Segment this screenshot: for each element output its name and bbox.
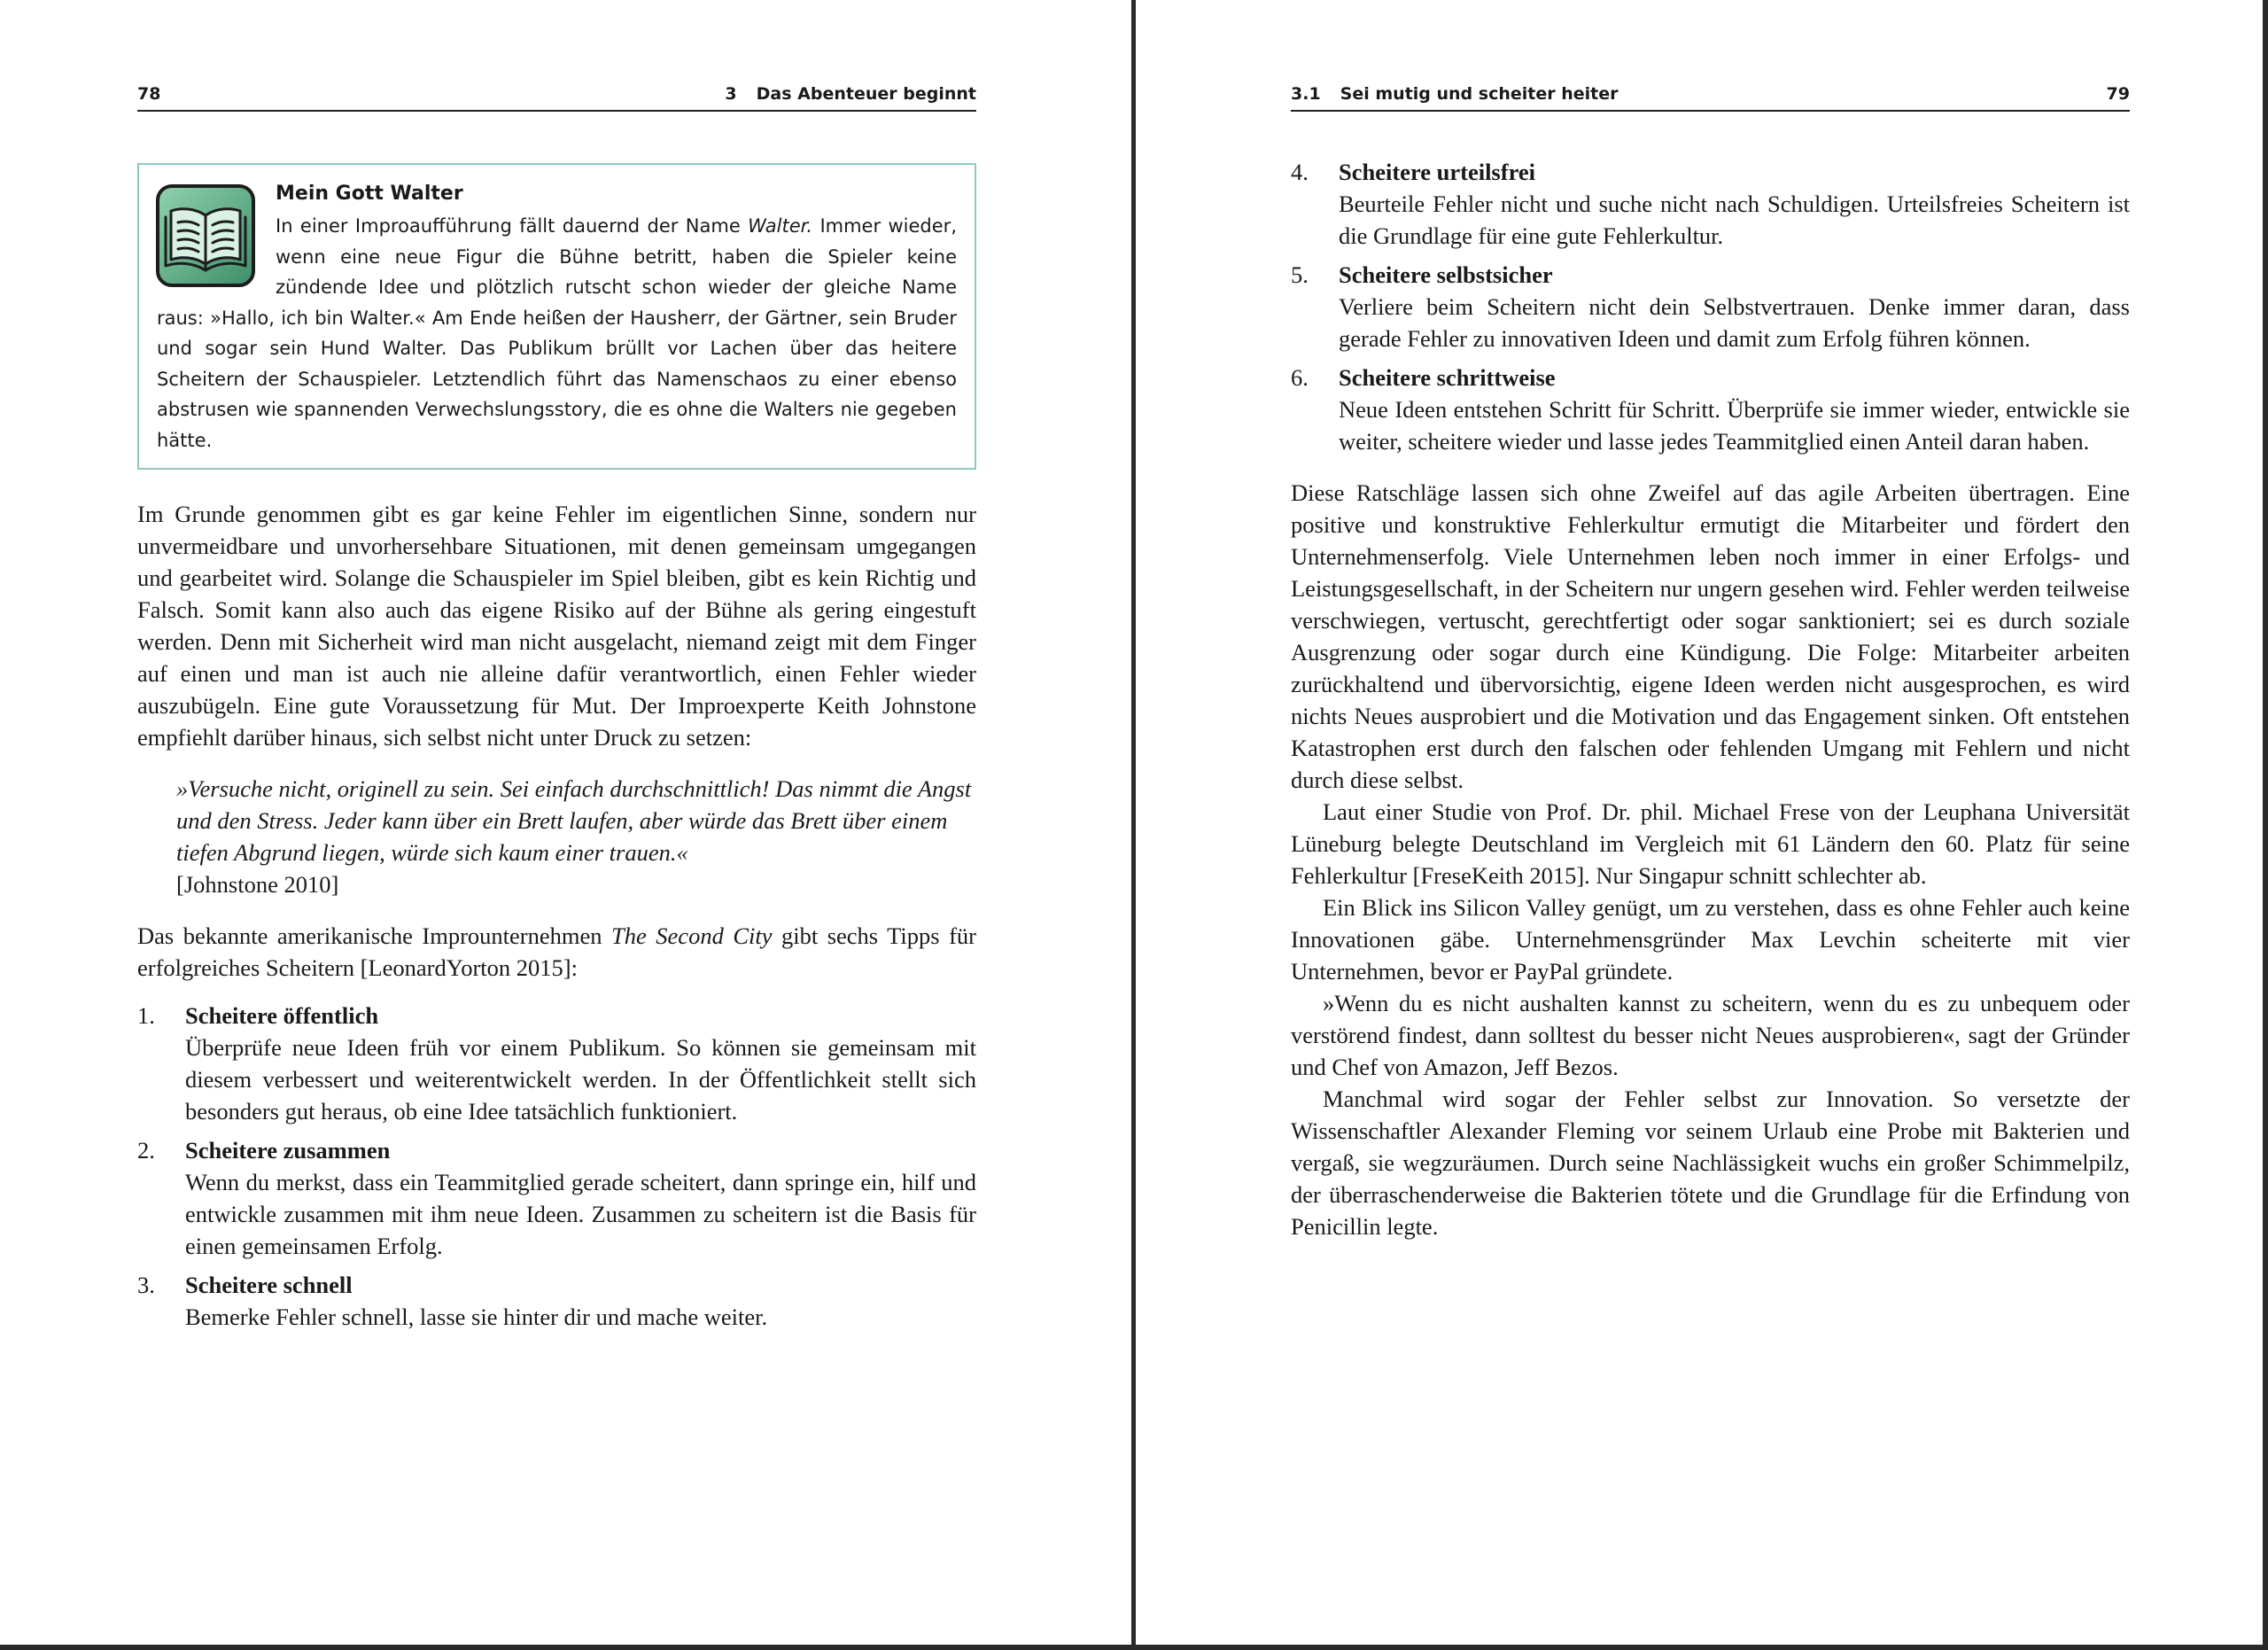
chapter-number: 3 (725, 84, 737, 104)
left-running-head (137, 78, 976, 112)
list-item (1291, 156, 2130, 252)
right-body (1291, 156, 2130, 1242)
infobox-title: Mein Gott Walter (276, 183, 463, 205)
section-number: 3.1 (1291, 84, 1321, 104)
section-heading (1291, 78, 1619, 110)
list-item-content (1339, 156, 2130, 252)
section-title: Sei mutig und scheiter heiter (1340, 84, 1619, 104)
list-item-content (185, 1134, 976, 1262)
page-edge-right (2263, 0, 2268, 1650)
tip-title: Scheitere öffentlich (185, 1002, 379, 1029)
paragraph-text: gibt sechs Tipps für erfolgreiches Scheitern [LeonardYorton 2015]: (137, 922, 976, 981)
paragraph: »Wenn du es nicht aushalten kannst zu scheitern, wenn du es zu unbequem oder verstörend findest, dann solltest du besser nicht Neues ausprobieren«, sagt der Gründer und Chef von Amazon, Jeff Bezos. (1291, 990, 2130, 1080)
book-icon (155, 183, 256, 288)
paragraph: Ein Blick ins Silicon Valley genügt, um zu verstehen, dass es ohne Fehler auch keine Innovationen gäbe. Unternehmensgründer Max Levchin scheiterte mit vier Unternehmen, bevor er PayPal gründete. (1291, 894, 2130, 985)
list-item (1291, 259, 2130, 354)
quote-citation: [Johnstone 2010] (176, 871, 339, 898)
tip-text: Wenn du merkst, dass ein Teammitglied gerade scheitert, dann springe ein, hilf und entwickle zusammen mit ihm neue Ideen. Zusammen zu scheitern ist die Basis für einen gemeinsamen Erfolg. (185, 1169, 976, 1259)
list-item (137, 1000, 976, 1127)
paragraph: Manchmal wird sogar der Fehler selbst zur Innovation. So versetzte der Wissenschaftler Alexander Fleming vor seinem Urlaub eine Probe mit Bakterien und vergaß, sie wegzuräumen. Durch seine Nachlässigkeit wuchs ein großer Schimmelpilz, der überraschenderweise die Bakterien tötete und die Grundlage für die Erfindung von Penicillin legte. (1291, 1086, 2130, 1240)
quote-text: »Versuche nicht, originell zu sein. Sei einfach durchschnittlich! Das nimmt die Angst und den Stress. Jeder kann über ein Brett laufen, aber würde das Brett über einem tiefen Abgrund liegen, würde sich kaum einer trauen.« (176, 775, 972, 866)
list-item-content (1339, 259, 2130, 354)
infobox-text-italic: Walter. (748, 215, 813, 237)
tip-text: Verliere beim Scheitern nicht dein Selbstvertrauen. Denke immer daran, dass gerade Fehler zu innovativen Ideen und damit zum Erfolg führen können. (1339, 293, 2130, 352)
infobox-text-end: Immer wieder, wenn eine neue Figur die Bühne betritt, haben die Spieler keine zündende Idee und plötzlich rutscht schon wieder der gleiche Name raus: »Hallo, ich bin Walter.« Am Ende heißen der Hausherr, der Gärtner, sein Bruder und sogar sein Hund Walter. Das Publikum brüllt vor Lachen über das heitere Scheitern der Schauspieler. Letztendlich führt das Namenschaos zu einer ebenso abstrusen wie spannenden Verwechslungsstory, die es ohne die Walters nie gegeben hätte. (157, 215, 957, 451)
list-number: 6. (1291, 364, 1309, 391)
list-number: 5. (1291, 261, 1309, 288)
list-item (1291, 362, 2130, 457)
infobox (137, 163, 976, 470)
left-page (0, 0, 1132, 1650)
left-body (137, 163, 976, 1340)
right-running-head (1291, 78, 2130, 112)
left-page-number: 78 (137, 84, 161, 104)
paragraph-text: Das bekannte amerikanische Improunternehmen (137, 922, 612, 949)
list-item-content (185, 1269, 976, 1333)
tip-text: Beurteile Fehler nicht und suche nicht nach Schuldigen. Urteilsfreies Scheitern ist die Grundlage für eine gute Fehlerkultur. (1339, 191, 2130, 249)
tip-text: Neue Ideen entstehen Schritt für Schritt. Überprüfe sie immer wieder, entwickle sie weiter, scheitere wieder und lasse jedes Teammitglied einen Anteil daran haben. (1339, 396, 2130, 455)
list-item (137, 1269, 976, 1333)
tip-title: Scheitere urteilsfrei (1339, 159, 1535, 185)
infobox-text-start: In einer Improaufführung fällt dauernd der Name (276, 215, 749, 237)
infobox-text (157, 211, 957, 455)
page-edge-bottom (0, 1645, 2268, 1650)
tip-title: Scheitere schrittweise (1339, 364, 1556, 391)
spacer (1291, 464, 2130, 477)
tip-text: Überprüfe neue Ideen früh vor einem Publikum. So können sie gemeinsam mit diesem verbessert und weiterentwickelt werden. In der Öffentlichkeit stellt sich besonders gut heraus, ob eine Idee tatsächlich funktioniert. (185, 1034, 976, 1125)
list-number: 4. (1291, 159, 1309, 185)
list-number: 2. (137, 1137, 155, 1164)
block-quote (176, 773, 976, 900)
tip-title: Scheitere schnell (185, 1272, 353, 1298)
paragraph: Im Grunde genommen gibt es gar keine Fehler im eigentlichen Sinne, sondern nur unvermeidbare und unvorhersehbare Situationen, mit denen gemeinsam umgegangen und gearbeitet wird. Solange die Schauspieler im Spiel bleiben, gibt es kein Richtig und Falsch. Somit kann also auch das eigene Risiko auf der Bühne als gering eingestuft werden. Denn mit Sicherheit wird man nicht ausgelacht, niemand zeigt mit dem Finger auf einen und man ist auch nie alleine dafür verantwortlich, einen Fehler wieder auszubügeln. Eine gute Voraussetzung für Mut. Der Improexperte Keith Johnstone empfiehlt darüber hinaus, sich selbst nicht unter Druck zu setzen: (137, 501, 976, 751)
chapter-title: Das Abenteuer beginnt (756, 84, 976, 104)
right-page-number: 79 (2106, 84, 2130, 104)
tips-list (137, 1000, 976, 1333)
left-chapter-heading (725, 78, 976, 110)
list-item-content (1339, 362, 2130, 457)
tips-list-continued (1291, 156, 2130, 457)
list-number: 3. (137, 1272, 155, 1298)
list-item (137, 1134, 976, 1262)
list-item-content (185, 1000, 976, 1127)
paragraph: Diese Ratschläge lassen sich ohne Zweifel auf das agile Arbeiten übertragen. Eine positive und konstruktive Fehlerkultur ermutigt die Mitarbeiter und fördert den Unternehmenserfolg. Viele Unternehmen leben noch immer in einer Erfolgs- und Leistungsgesellschaft, in der Scheitern nur ungern gesehen wird. Fehler werden teilweise verschwiegen, vertuscht, gerechtfertigt oder sogar sanktioniert; sei es durch soziale Ausgrenzung oder sogar durch eine Kündigung. Die Folge: Mitarbeiter arbeiten zurückhaltend und übervorsichtig, eigene Ideen werden nicht ausgesprochen, es wird nichts Neues ausprobiert und die Motivation und das Engagement sinken. Oft entstehen Katastrophen erst durch den falschen oder fehlenden Umgang mit Fehlern und nicht durch diese selbst. (1291, 479, 2130, 793)
tip-text: Bemerke Fehler schnell, lasse sie hinter dir und mache weiter. (185, 1304, 768, 1330)
list-number: 1. (137, 1002, 155, 1029)
paragraph: Laut einer Studie von Prof. Dr. phil. Michael Frese von der Leuphana Universität Lüneburg belegte Deutschland im Vergleich mit 61 Ländern den 60. Platz für seine Fehlerkultur [FreseKeith 2015]. Nur Singapur schnitt schlechter ab. (1291, 798, 2130, 889)
tip-title: Scheitere zusammen (185, 1137, 391, 1164)
company-name: The Second City (611, 922, 773, 949)
tip-title: Scheitere selbstsicher (1339, 261, 1553, 288)
paragraph (137, 920, 976, 984)
